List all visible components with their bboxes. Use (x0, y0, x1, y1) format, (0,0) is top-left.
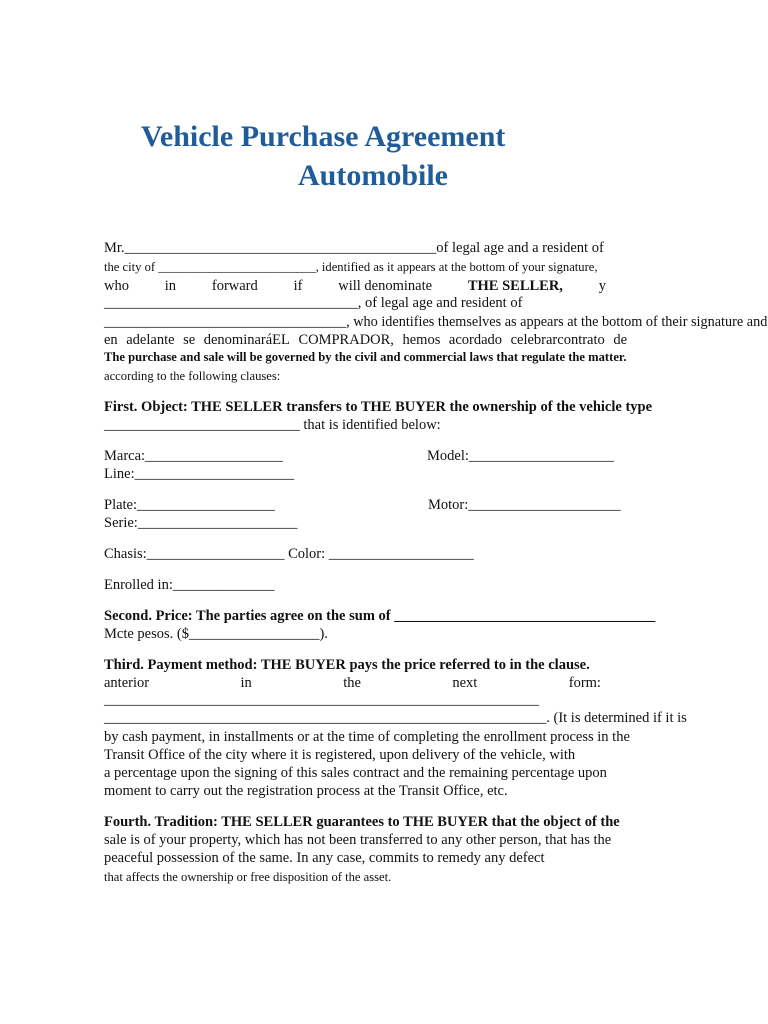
intro-line-6 (104, 331, 627, 349)
intro-line-3 (104, 277, 606, 295)
field-enrolled-in: Enrolled in:______________ (104, 577, 275, 593)
clause-fourth-heading: Fourth. Tradition: THE SELLER guarantees to THE BUYER that the object of the (104, 814, 620, 830)
intro-line-8: according to the following clauses: (104, 369, 281, 383)
document-subtitle: Automobile (298, 159, 448, 192)
intro-line-6-word: hemos (402, 332, 441, 348)
intro-line-6-word: COMPRADOR, (298, 332, 394, 348)
intro-line-1: Mr.___________________________________________of legal age and a resident of (104, 240, 604, 256)
field-model: Model:____________________ (427, 448, 614, 464)
clause-third-line-2 (104, 674, 601, 692)
intro-line-3-word: in (164, 278, 177, 294)
intro-line-4: ___________________________________, of legal age and resident of (104, 295, 523, 311)
field-plate: Plate:___________________ (104, 497, 275, 513)
intro-line-6-word: en (104, 332, 118, 348)
clause-third-line-2-word: next (452, 675, 478, 691)
clause-third-line-8: moment to carry out the registration process at the Transit Office, etc. (104, 783, 508, 799)
clause-fourth-line-4: that affects the ownership or free disposition of the asset. (104, 870, 392, 884)
intro-line-3-seller: THE SELLER, (467, 278, 563, 294)
intro-line-3-word: if (293, 278, 303, 294)
intro-line-3-word: who (104, 278, 129, 294)
intro-line-5: __________________________________, who identifies themselves as appears at the bottom of their signature and (104, 314, 768, 330)
intro-line-6-word: se (183, 332, 196, 348)
field-marca: Marca:___________________ (104, 448, 283, 464)
clause-third-line-2-word: anterior (104, 675, 150, 691)
clause-second-heading: Second. Price: The parties agree on the sum of ____________________________________ (104, 608, 656, 624)
clause-third-line-2-word: the (343, 675, 361, 691)
clause-third-line-7: a percentage upon the signing of this sales contract and the remaining percentage upon (104, 765, 607, 781)
clause-fourth-line-2: sale is of your property, which has not been transferred to any other person, that has the (104, 832, 612, 848)
intro-line-3-word: forward (211, 278, 258, 294)
intro-line-3-word: y (598, 278, 606, 294)
clause-third-line-2-word: form: (568, 675, 601, 691)
document-title: Vehicle Purchase Agreement (141, 120, 506, 153)
clause-fourth-line-3: peaceful possession of the same. In any case, commits to remedy any defect (104, 850, 545, 866)
intro-line-7: The purchase and sale will be governed by the civil and commercial laws that regulate the matter. (104, 350, 627, 364)
clause-third-line-4: _____________________________________________________________. (It is determined if it is (104, 710, 687, 726)
intro-line-6-word: denominaráEL (203, 332, 290, 348)
clause-third-heading: Third. Payment method: THE BUYER pays the price referred to in the clause. (104, 657, 590, 673)
intro-line-6-word: acordado (448, 332, 503, 348)
clause-third-line-3: ____________________________________________________________ (104, 692, 539, 708)
clause-second-line-2: Mcte pesos. ($__________________). (104, 626, 328, 642)
clause-third-line-2-word: in (240, 675, 252, 691)
clause-first-heading: First. Object: THE SELLER transfers to THE BUYER the ownership of the vehicle type (104, 399, 653, 415)
field-chasis-color: Chasis:___________________ Color: ____________________ (104, 546, 474, 562)
intro-line-6-word: celebrarcontrato (510, 332, 605, 348)
field-serie: Serie:______________________ (104, 515, 298, 531)
intro-line-3-word: will denominate (338, 278, 433, 294)
clause-third-line-5: by cash payment, in installments or at the time of completing the enrollment process in the (104, 729, 630, 745)
intro-line-2: the city of _________________________, identified as it appears at the bottom of your signature, (104, 260, 598, 274)
intro-line-6-word: adelante (126, 332, 175, 348)
field-line: Line:______________________ (104, 466, 295, 482)
intro-line-6-word: de (613, 332, 627, 348)
clause-first-line-2: ___________________________ that is identified below: (104, 417, 441, 433)
field-motor: Motor:_____________________ (428, 497, 621, 513)
clause-third-line-6: Transit Office of the city where it is registered, upon delivery of the vehicle, with (104, 747, 576, 763)
